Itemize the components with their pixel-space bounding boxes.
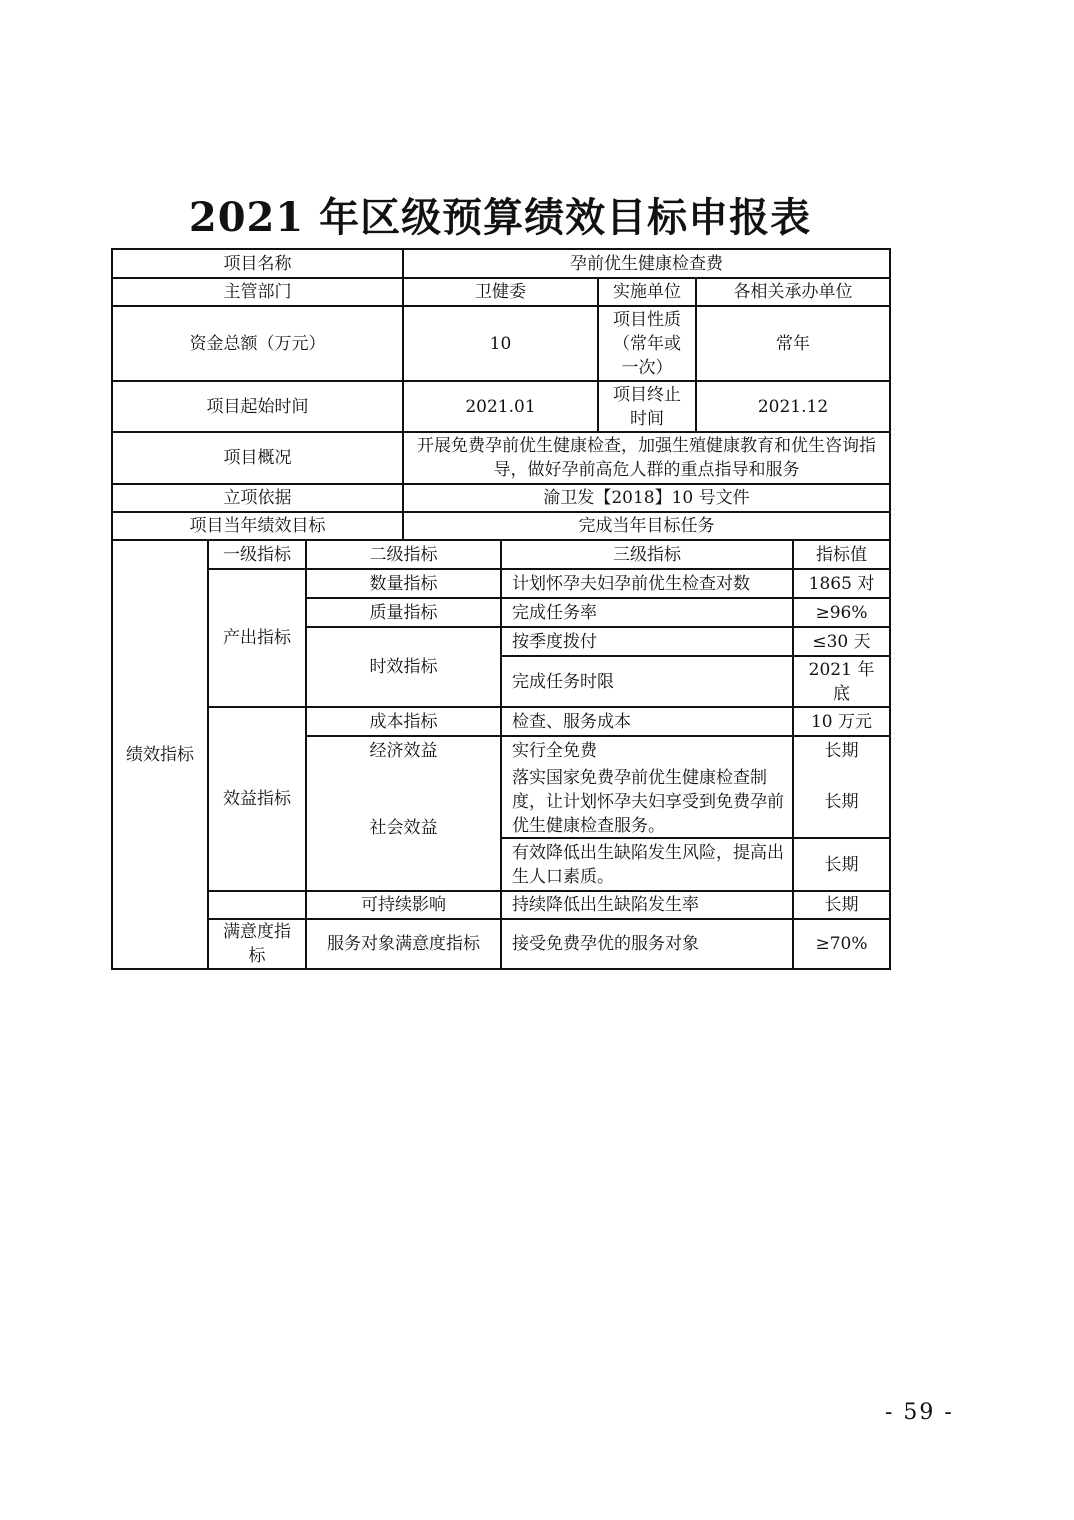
header-level3: 三级指标	[502, 541, 792, 568]
page-number: - 59 -	[885, 1400, 954, 1425]
l2-satisfaction: 服务对象满意度指标	[307, 920, 500, 968]
page-title: 2021 年区级预算绩效目标申报表	[188, 194, 812, 241]
l2-social: 社会效益	[307, 766, 500, 890]
val-economic: 长期	[794, 737, 889, 764]
overview-label: 项目概况	[113, 433, 402, 483]
val-social-2: 长期	[794, 839, 889, 890]
l2-timeliness: 时效指标	[307, 628, 500, 706]
perf-label: 绩效指标	[113, 541, 207, 968]
project-name-value: 孕前优生健康检查费	[404, 250, 889, 277]
end-time-label: 项目终止时间	[599, 382, 695, 431]
basis-value: 渝卫发【2018】10 号文件	[404, 485, 889, 511]
header-value: 指标值	[794, 541, 889, 568]
val-sustainable: 长期	[794, 892, 889, 918]
form-cells	[111, 248, 891, 970]
unit-label: 实施单位	[599, 279, 695, 305]
start-time-label: 项目起始时间	[113, 382, 402, 431]
val-cost: 10 万元	[794, 708, 889, 735]
end-time-value: 2021.12	[697, 382, 889, 431]
val-quantity: 1865 对	[794, 570, 889, 597]
goal-value: 完成当年目标任务	[404, 513, 889, 539]
unit-value: 各相关承办单位	[697, 279, 889, 305]
overview-value: 开展免费孕前优生健康检查，加强生殖健康教育和优生咨询指导，做好孕前高危人群的重点指导和服务	[404, 433, 889, 483]
satisfaction-indicator: 满意度指标	[209, 920, 305, 968]
val-quality: ≥96%	[794, 599, 889, 626]
benefit-indicator: 效益指标	[209, 708, 305, 890]
l3-quantity: 计划怀孕夫妇孕前优生检查对数	[502, 570, 792, 597]
l2-economic: 经济效益	[307, 737, 500, 764]
dept-value: 卫健委	[404, 279, 597, 305]
l3-quality: 完成任务率	[502, 599, 792, 626]
dept-label: 主管部门	[113, 279, 402, 305]
l2-sustainable: 可持续影响	[307, 892, 500, 918]
l3-deadline: 完成任务时限	[502, 657, 792, 706]
nature-value: 常年	[697, 307, 889, 380]
output-indicator: 产出指标	[209, 570, 305, 706]
l3-social-1: 落实国家免费孕前优生健康检查制度，让计划怀孕夫妇享受到免费孕前优生健康检查服务。	[502, 766, 792, 837]
val-satisfaction: ≥70%	[794, 920, 889, 968]
l2-quantity: 数量指标	[307, 570, 500, 597]
goal-label: 项目当年绩效目标	[113, 513, 402, 539]
l3-cost: 检查、服务成本	[502, 708, 792, 735]
l2-cost: 成本指标	[307, 708, 500, 735]
nature-label: 项目性质（常年或一次）	[599, 307, 695, 380]
fund-label: 资金总额（万元）	[113, 307, 402, 380]
header-level1: 一级指标	[209, 541, 305, 568]
basis-label: 立项依据	[113, 485, 402, 511]
val-social-1: 长期	[794, 766, 889, 837]
l3-social-2: 有效降低出生缺陷发生风险，提高出生人口素质。	[502, 839, 792, 890]
l3-sustainable: 持续降低出生缺陷发生率	[502, 892, 792, 918]
fund-value: 10	[404, 307, 597, 380]
header-level2: 二级指标	[307, 541, 500, 568]
l2-quality: 质量指标	[307, 599, 500, 626]
start-time-value: 2021.01	[404, 382, 597, 431]
project-name-label: 项目名称	[113, 250, 402, 277]
l3-satisfaction: 接受免费孕优的服务对象	[502, 920, 792, 968]
val-quarterly: ≤30 天	[794, 628, 889, 655]
val-deadline: 2021 年底	[794, 657, 889, 706]
l3-economic: 实行全免费	[502, 737, 792, 764]
l3-quarterly: 按季度拨付	[502, 628, 792, 655]
